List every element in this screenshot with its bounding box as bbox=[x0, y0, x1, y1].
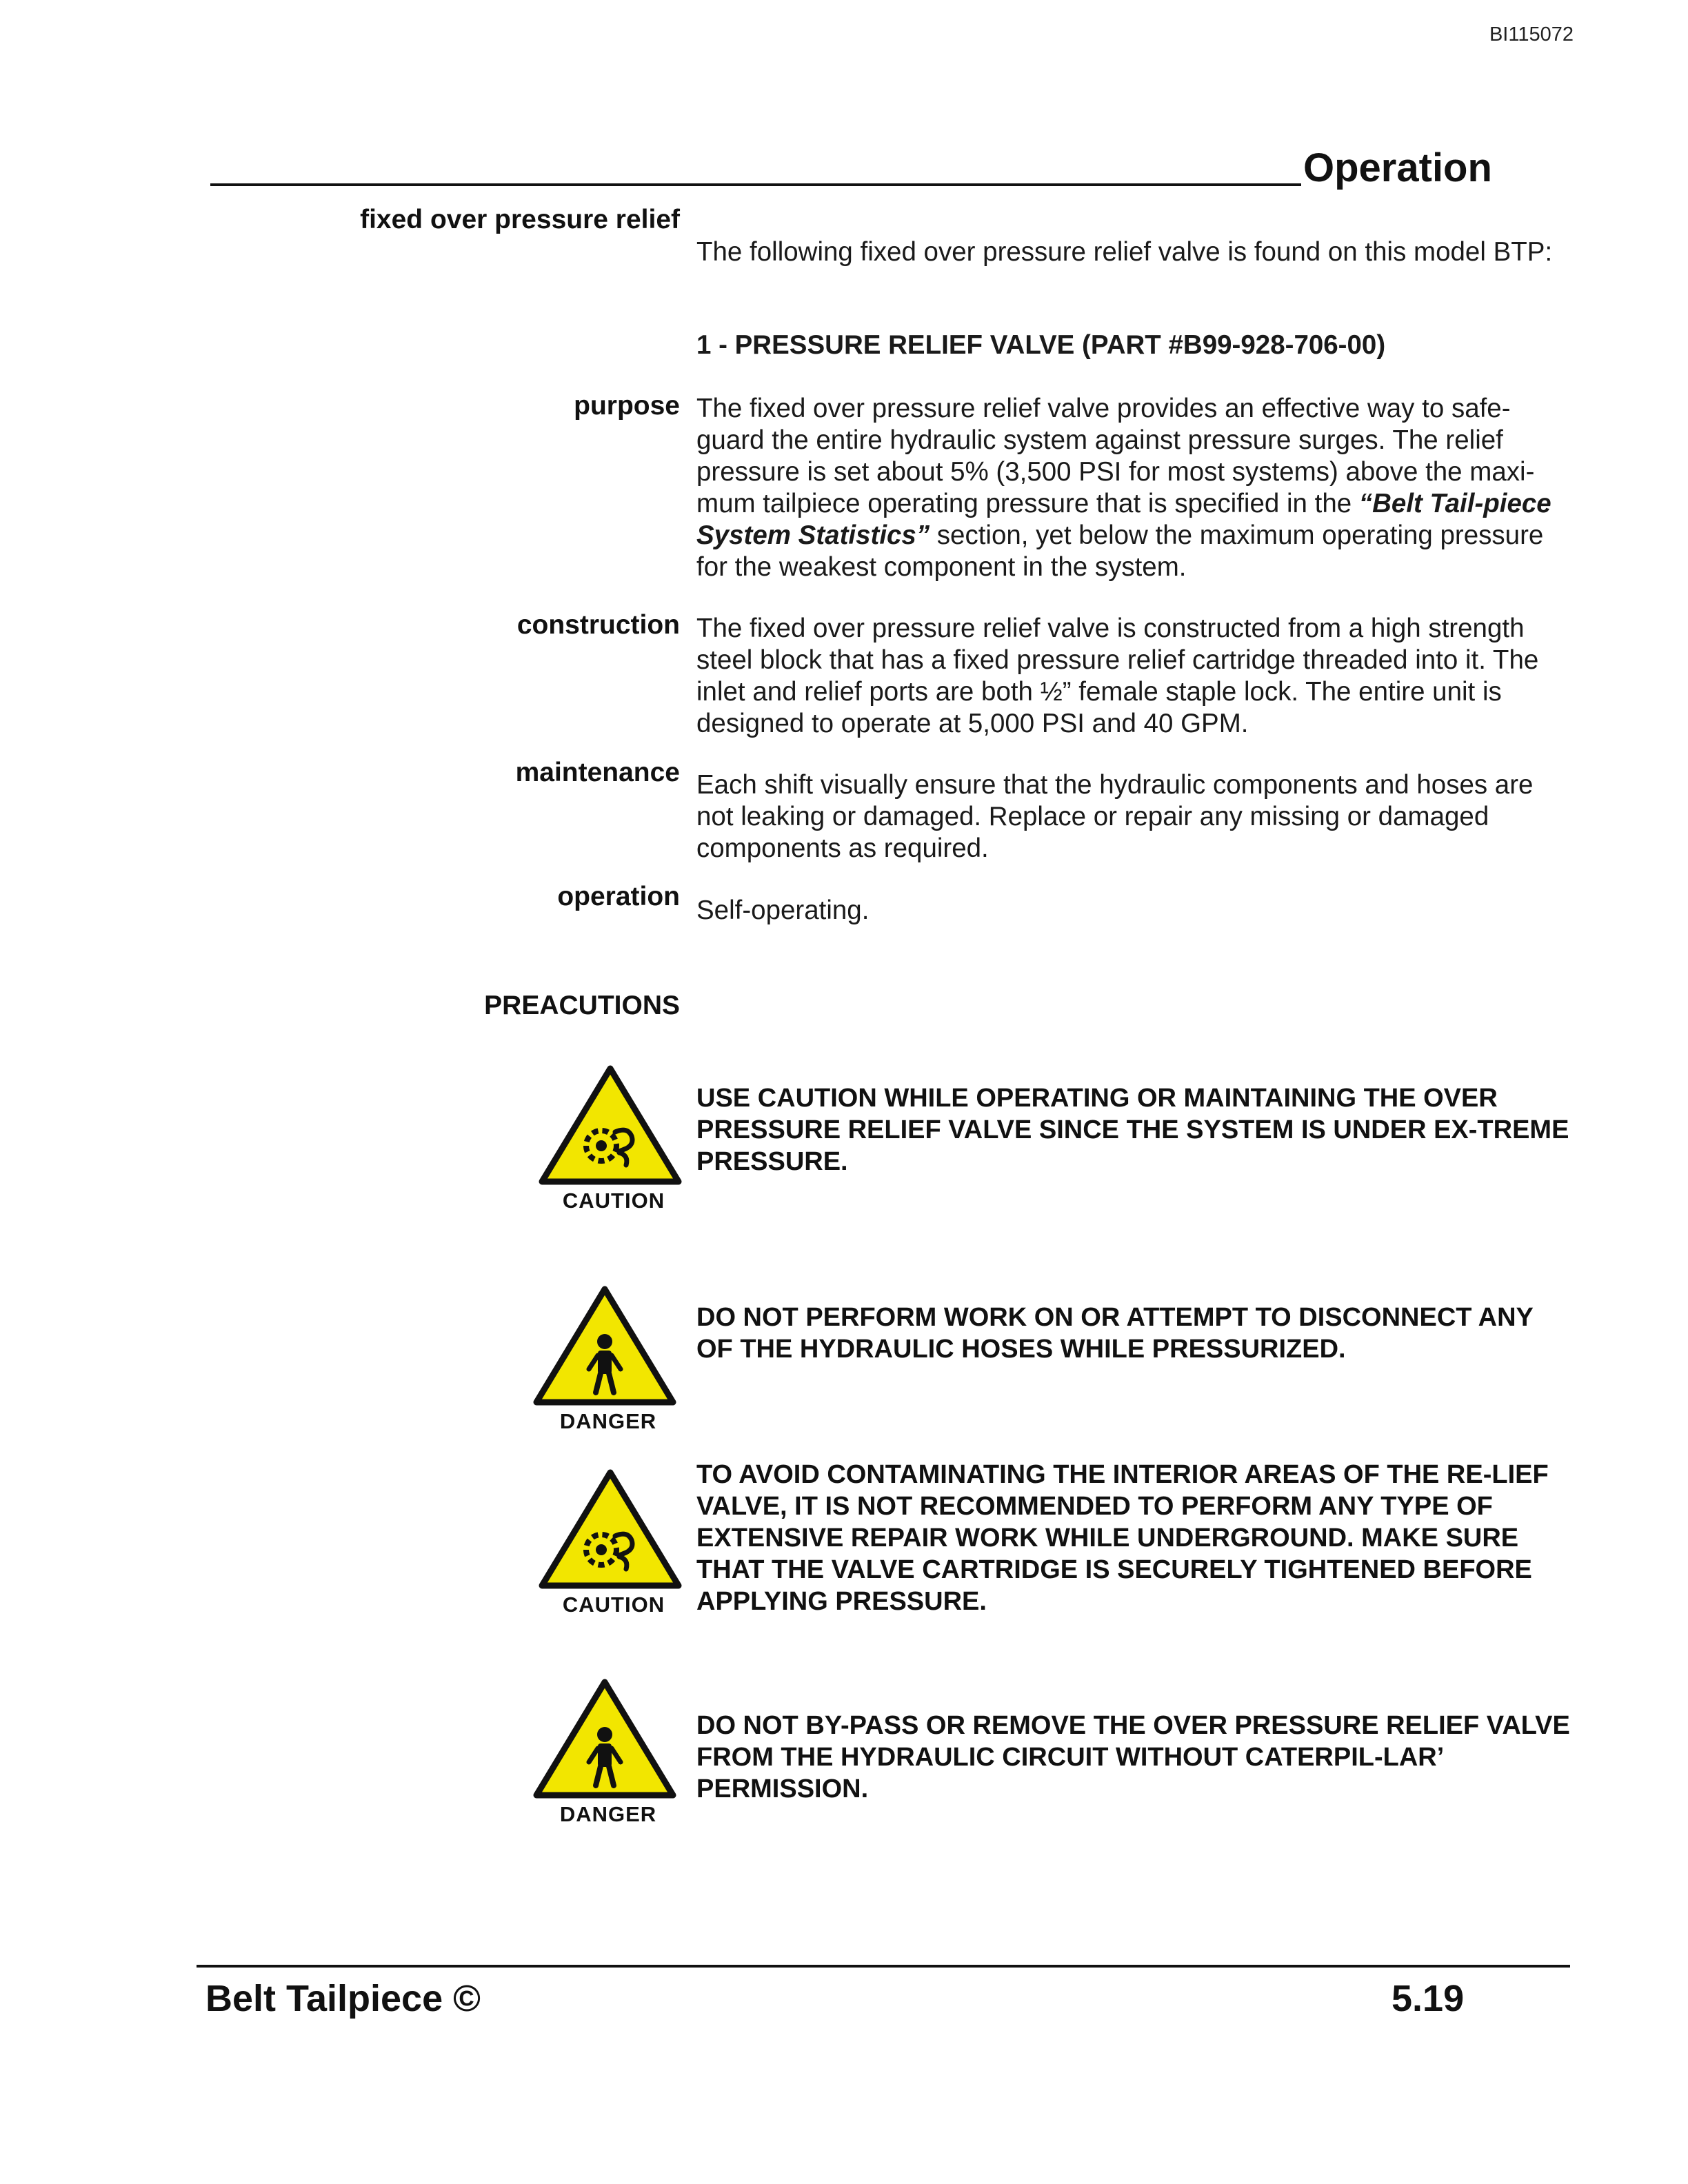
danger-sign-label: DANGER bbox=[559, 1409, 657, 1433]
construction-text: The fixed over pressure relief valve is constructed from a high strength steel block that has a fixed pressure relief cartridge threaded into it. The inlet and relief ports are both ½” female staple lock. The entire unit is designed to operate at 5,000 PSI and 40 GPM. bbox=[696, 614, 1539, 738]
footer-rule bbox=[197, 1965, 1570, 1968]
caution-sign bbox=[538, 1468, 690, 1617]
caution-sign bbox=[538, 1064, 690, 1213]
danger-person-icon bbox=[532, 1678, 677, 1799]
precaution-text-4: DO NOT BY-PASS OR REMOVE THE OVER PRESSURE RELIEF VALVE FROM THE HYDRAULIC CIRCUIT WITHOUT CATERPIL-LAR’ PERMISSION. bbox=[696, 1711, 1570, 1803]
purpose-text-start: The fixed over pressure relief valve provides an effective way to safe-guard the entire hydraulic system against pressure surges. The relief pressure is set about 5% (3,500 PSI for most systems) above the maxi-mum tailpiece operating pressure that is specified in the bbox=[696, 394, 1535, 518]
precaution-text-1: USE CAUTION WHILE OPERATING OR MAINTAINING THE OVER PRESSURE RELIEF VALVE SINCE THE SYSTEM IS UNDER EX-TREME PRESSURE. bbox=[696, 1084, 1569, 1176]
purpose-label: purpose bbox=[574, 391, 680, 421]
caution-gear-hand-icon bbox=[538, 1468, 683, 1590]
caution-sign-label: CAUTION bbox=[562, 1593, 665, 1617]
section-title: Operation bbox=[1303, 145, 1492, 190]
intro-text: The following fixed over pressure relief valve is found on this model BTP: bbox=[696, 237, 1553, 267]
precaution-text-2: DO NOT PERFORM WORK ON OR ATTEMPT TO DISCONNECT ANY OF THE HYDRAULIC HOSES WHILE PRESSURIZED. bbox=[696, 1303, 1534, 1364]
precautions-heading: PREACUTIONS bbox=[484, 991, 680, 1020]
danger-person-icon bbox=[532, 1285, 677, 1406]
footer-title: Belt Tailpiece © bbox=[205, 1978, 481, 2019]
page-number: 5.19 bbox=[1391, 1978, 1465, 2019]
caution-gear-hand-icon bbox=[538, 1064, 683, 1186]
construction-label: construction bbox=[516, 610, 680, 640]
header-rule bbox=[210, 183, 1301, 186]
precaution-text-3: TO AVOID CONTAMINATING THE INTERIOR AREAS OF THE RE-LIEF VALVE, IT IS NOT RECOMMENDED TO PERFORM ANY TYPE OF EXTENSIVE REPAIR WORK WHILE UNDERGROUND. MAKE SURE THAT THE VALVE CARTRIDGE IS SECURELY TIGHTENED BEFORE APPLYING PRESSURE. bbox=[696, 1460, 1549, 1616]
maintenance-label: maintenance bbox=[515, 758, 680, 787]
danger-sign-label: DANGER bbox=[559, 1802, 657, 1826]
caution-sign-label: CAUTION bbox=[562, 1189, 665, 1213]
purpose-text bbox=[696, 393, 1572, 583]
intro-label: fixed over pressure relief bbox=[360, 205, 680, 234]
part-line: 1 - PRESSURE RELIEF VALVE (PART #B99-928-706-00) bbox=[696, 330, 1386, 360]
purpose-reference: “Belt Tail-piece System Statistics” bbox=[696, 489, 1551, 550]
document-id: BI115072 bbox=[1489, 23, 1574, 46]
danger-sign bbox=[532, 1285, 684, 1434]
operation-text: Self-operating. bbox=[696, 896, 870, 925]
purpose-text-end: section, yet below the maximum operating pressure for the weakest component in the system. bbox=[696, 520, 1544, 582]
operation-label: operation bbox=[557, 882, 680, 911]
maintenance-text: Each shift visually ensure that the hydraulic components and hoses are not leaking or damaged. Replace or repair any missing or damaged components as required. bbox=[696, 770, 1534, 863]
danger-sign bbox=[532, 1678, 684, 1827]
